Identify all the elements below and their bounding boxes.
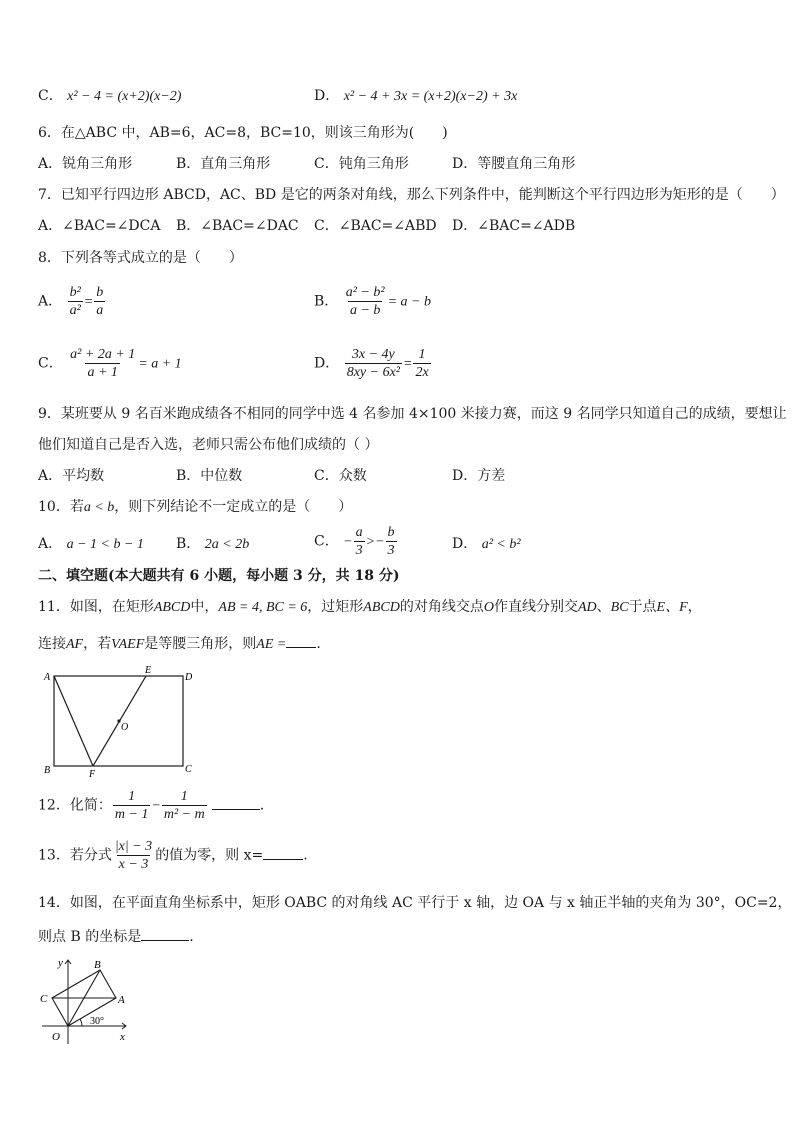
denominator: a + 1 — [87, 365, 118, 380]
q7-stem: 7．已知平行四边形 ABCD，AC、BD 是它的两条对角线，那么下列条件中，能判断这个平行四边形为矩形的是（ ） — [38, 187, 785, 203]
denominator: a − b — [349, 303, 381, 318]
stem-text: 10．若 — [38, 499, 84, 515]
q6-option-a: A．锐角三角形 — [38, 156, 133, 172]
numerator: 3x − 4y — [351, 347, 395, 362]
stem-text: 连接 — [38, 636, 66, 652]
stem-text: ，若 — [83, 636, 112, 652]
label-y: y — [58, 957, 63, 969]
q9-option-a: A．平均数 — [38, 468, 105, 484]
fraction — [68, 346, 137, 381]
q10-option-d — [452, 534, 521, 555]
segment-af — [54, 676, 93, 766]
q11-line1 — [38, 597, 702, 618]
math-expression: E、F — [656, 600, 688, 615]
q10-stem — [38, 497, 352, 518]
q6-stem: 6．在△ABC 中，AB=6，AC=8，BC=10，则该三角形为( ) — [38, 125, 448, 141]
q9-stem-line1: 9．某班要从 9 名百米跑成绩各不相同的同学中选 4 名参加 4×100 米接力赛，而这 9 名同学只知道自己的成绩，要想让 — [38, 406, 787, 422]
math-expression: a² < b² — [481, 537, 521, 552]
math-expression: x² − 4 = (x+2)(x−2) — [67, 89, 182, 104]
stem-text: . — [259, 797, 265, 814]
denominator: 3 — [387, 543, 395, 558]
angle-arc — [80, 1019, 82, 1026]
answer-blank — [141, 926, 189, 941]
option-label: C． — [38, 88, 63, 104]
q10-option-b — [176, 534, 249, 555]
denominator: a² — [69, 303, 81, 318]
fraction — [386, 524, 397, 559]
q8-stem: 8．下列各等式成立的是（ ） — [38, 250, 243, 266]
fraction — [344, 284, 387, 319]
answer-blank — [263, 845, 303, 860]
stem-text: 的对角线交点 — [399, 599, 484, 615]
math-expression: a − 1 < b − 1 — [66, 537, 144, 552]
stem-text: 12．化简： — [38, 797, 112, 814]
math-expression: VAEF — [111, 637, 145, 652]
q7-option-c: C．∠BAC=∠ABD — [314, 218, 437, 234]
fraction — [354, 524, 365, 559]
label-e: E — [145, 665, 152, 676]
math-expression: ABCD — [363, 600, 400, 615]
label-b: B — [44, 765, 51, 776]
q7-option-b: B．∠BAC=∠DAC — [176, 218, 299, 234]
option-label: B． — [314, 293, 339, 310]
math-expression: BC — [610, 600, 629, 615]
stem-text: 作直线分别交 — [493, 599, 578, 615]
fraction — [94, 284, 105, 319]
label-a: A — [118, 994, 125, 1006]
numerator: b — [96, 285, 104, 300]
math-expression: x² − 4 + 3x = (x+2)(x−2) + 3x — [343, 89, 518, 104]
denominator: 8xy − 6x² — [346, 365, 400, 380]
math-expression: = a − b — [387, 294, 431, 310]
label-angle: 30° — [90, 1016, 104, 1027]
stem-text: 的值为零，则 x= — [155, 847, 264, 864]
operator: > — [365, 534, 376, 550]
stem-text: 13．若分式 — [38, 847, 112, 864]
fraction — [113, 788, 151, 823]
stem-text: 于点 — [628, 599, 657, 615]
label-x: x — [120, 1031, 125, 1043]
numerator: b — [387, 525, 395, 540]
denominator: 2x — [415, 365, 429, 380]
answer-blank — [286, 633, 316, 648]
fraction — [413, 346, 430, 381]
label-o: O — [52, 1031, 60, 1043]
q6-option-b: B．直角三角形 — [176, 156, 271, 172]
fraction — [162, 788, 207, 823]
stem-text: 中， — [190, 599, 219, 615]
label-f: F — [89, 769, 96, 780]
math-expression: = a + 1 — [138, 356, 182, 372]
fraction — [345, 346, 402, 381]
q8-option-b — [314, 284, 431, 319]
option-label: C． — [38, 355, 63, 372]
label-b: B — [94, 959, 101, 971]
stem-text: 11．如图，在矩形 — [38, 599, 154, 615]
math-expression: O — [483, 600, 494, 615]
fraction — [68, 284, 83, 319]
math-expression: a < b — [83, 500, 115, 515]
math-expression: ABCD — [153, 600, 191, 615]
q14-line2 — [38, 926, 194, 947]
denominator: m² − m — [163, 807, 205, 822]
q9-option-b: B．中位数 — [176, 468, 243, 484]
option-label: A． — [38, 536, 63, 552]
q11-line2 — [38, 633, 321, 655]
numerator: 1 — [128, 789, 136, 804]
stem-text: ，过矩形 — [307, 599, 364, 615]
q6-option-d: D．等腰直角三角形 — [452, 156, 576, 172]
stem-text: . — [303, 847, 308, 864]
denominator: a — [96, 303, 104, 318]
operator: − — [151, 798, 161, 814]
stem-text: ，则下列结论不一定成立的是（ ） — [114, 499, 353, 515]
stem-text: . — [189, 929, 194, 945]
math-expression: 2a < 2b — [204, 537, 250, 552]
numerator: a² − b² — [345, 285, 385, 300]
stem-text: ， — [687, 599, 702, 615]
coordinate-figure — [38, 952, 138, 1048]
stem-text: . — [316, 636, 321, 652]
stem-text: 是等腰三角形，则 — [144, 636, 257, 652]
rectangle-figure — [38, 664, 198, 780]
q10-option-a — [38, 534, 144, 555]
q6-option-c: C．钝角三角形 — [314, 156, 409, 172]
stem-text: 、 — [596, 599, 611, 615]
fraction — [113, 838, 154, 873]
denominator: m − 1 — [114, 807, 149, 822]
label-c: C — [185, 764, 192, 775]
q9-stem-line2: 他们知道自己是否入选，老师只需公布他们成绩的（ ） — [38, 437, 379, 453]
q8-option-d: D． $\frac{3x - 4y}{\text{8xy − 6x²}}$ = $\frac{1}{2x}$ — [314, 347, 429, 380]
numerator: |x| − 3 — [114, 839, 153, 854]
answer-blank — [212, 795, 260, 810]
option-label: D． — [314, 88, 340, 104]
stem-text: 则点 B 的坐标是 — [38, 929, 142, 945]
option-label: D． — [452, 536, 478, 552]
label-o: O — [121, 722, 129, 733]
numerator: a — [355, 525, 363, 540]
option-label: A． — [38, 293, 63, 310]
numerator: 1 — [180, 789, 188, 804]
math-expression: AF — [66, 637, 84, 652]
q10-option-c: C． − $\frac{a}{3}$ >− $\frac{b}{3}$ — [314, 525, 395, 558]
q12-line — [38, 788, 264, 823]
q9-option-d: D．方差 — [452, 468, 506, 484]
q9-option-c: C．众数 — [314, 468, 367, 484]
numerator: b² — [69, 285, 81, 300]
q5-option-d — [314, 86, 517, 107]
numerator: 1 — [418, 347, 426, 362]
q8-option-c — [38, 346, 182, 381]
label-c: C — [40, 993, 48, 1005]
q7-option-a: A．∠BAC=∠DCA — [38, 218, 161, 234]
denominator: 3 — [355, 543, 363, 558]
math-expression: AD — [577, 600, 597, 615]
numerator: a² + 2a + 1 — [70, 347, 136, 362]
label-d: D — [185, 672, 193, 683]
math-expression: AB = 4, BC = 6 — [218, 600, 308, 615]
denominator: x − 3 — [118, 857, 149, 872]
q14-line1: 14．如图，在平面直角坐标系中，矩形 OABC 的对角线 AC 平行于 x 轴，边 OA 与 x 轴正半轴的夹角为 30°，OC=2， — [38, 895, 792, 911]
label-a: A — [44, 672, 51, 683]
q13-line — [38, 838, 308, 873]
q5-option-c — [38, 86, 181, 107]
math-expression: AE = — [256, 637, 287, 652]
option-label: C． — [314, 533, 339, 550]
option-label: D． — [314, 355, 340, 372]
option-label: B． — [176, 536, 201, 552]
section-heading: 二、填空题(本大题共有 6 小题，每小题 3 分，共 18 分) — [38, 568, 400, 584]
q8-option-a: A． $\frac{\text{b²}}{\text{a²}}$ = $\frac{b}{a}$ — [38, 285, 104, 318]
q7-option-d: D．∠BAC=∠ADB — [452, 218, 576, 234]
